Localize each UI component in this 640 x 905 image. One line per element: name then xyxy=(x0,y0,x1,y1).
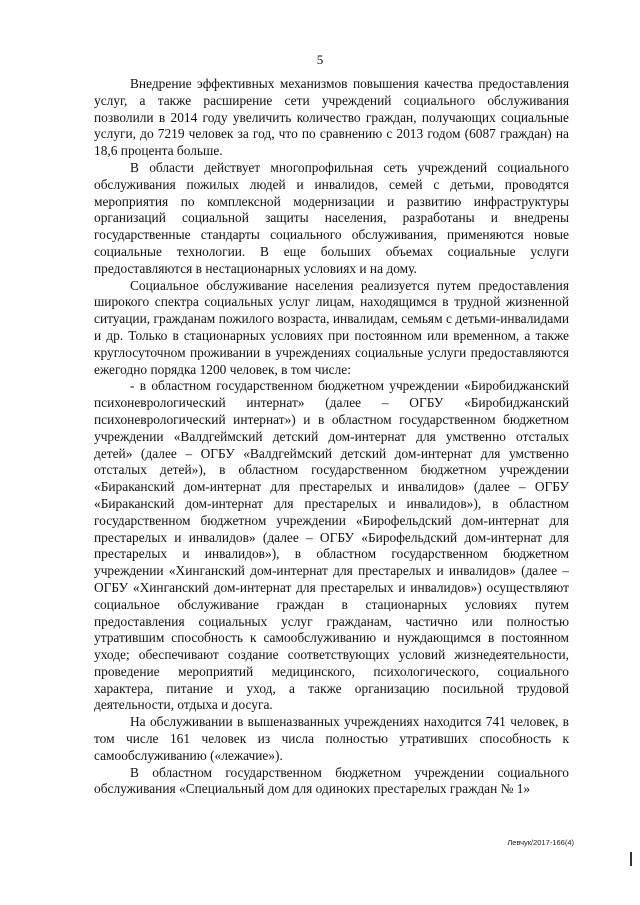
page-number: 5 xyxy=(316,52,324,67)
paragraph: - в областном государственном бюджетном учреждении «Биробиджанский психоневрологический интернат» (далее – ОГБУ «Биробиджанский психоневрологический интернат») и в областном государственном бюджетном учреждении «Валдгеймский детский дом-интернат для умственно отсталых детей» (далее – ОГБУ «Валдгеймский детский дом-интернат для умственно отсталых детей»), в областном государственном бюджетном учреждении «Бираканский дом-интернат для престарелых и инвалидов» (далее – ОГБУ «Бираканский дом-интернат для престарелых и инвалидов»), в областном государственном бюджетном учреждении «Бирофельдский дом-интернат для престарелых и инвалидов» (далее – ОГБУ «Бирофельдский дом-интернат для престарелых и инвалидов»), в областном государственном бюджетном учреждении «Хинганский дом-интернат для престарелых и инвалидов» (далее – ОГБУ «Хинганский дом-интернат для престарелых и инвалидов») осуществляют социальное обслуживание граждан в стационарных условиях путем предоставления социальных услуг гражданам, частично или полностью утратившим способность к самообслуживанию и нуждающимся в постоянном уходе; обеспечивают создание соответствующих условий жизнедеятельности, проведение мероприятий медицинского, психологического, социального характера, питание и уход, а также организацию посильной трудовой деятельности, отдыха и досуга. xyxy=(94,378,569,713)
scan-artifact-mark xyxy=(630,852,632,866)
body-text xyxy=(94,76,569,798)
document-code: Левчук/2017-166(4) xyxy=(507,838,574,847)
paragraph: Социальное обслуживание населения реализуется путем предоставления широкого спектра социальных услуг лицам, находящимся в трудной жизненной ситуации, гражданам пожилого возраста, инвалидам, семьям с детьми-инвалидами и др. Только в стационарных условиях при постоянном или временном, а также круглосуточном проживании в учреждениях социальные услуги предоставляются ежегодно порядка 1200 человек, в том числе: xyxy=(94,277,569,377)
paragraph: В областном государственном бюджетном учреждении социального обслуживания «Специальный дом для одиноких престарелых граждан № 1» xyxy=(94,764,569,797)
paragraph: В области действует многопрофильная сеть учреждений социального обслуживания пожилых людей и инвалидов, семей с детьми, проводятся мероприятия по комплексной модернизации и развитию инфраструктуры организаций социальной защиты населения, разработаны и внедрены государственные стандарты социального обслуживания, применяются новые социальные технологии. В еще больших объемах социальные услуги предоставляются в нестационарных условиях и на дому. xyxy=(94,159,569,276)
paragraph: Внедрение эффективных механизмов повышения качества предоставления услуг, а также расширение сети учреждений социального обслуживания позволили в 2014 году увеличить количество граждан, получающих социальные услуги, до 7219 человек за год, что по сравнению с 2013 годом (6087 граждан) на 18,6 процента больше. xyxy=(94,76,569,159)
paragraph: На обслуживании в вышеназванных учреждениях находится 741 человек, в том числе 161 человек из числа полностью утративших способность к самообслуживанию («лежачие»). xyxy=(94,714,569,763)
